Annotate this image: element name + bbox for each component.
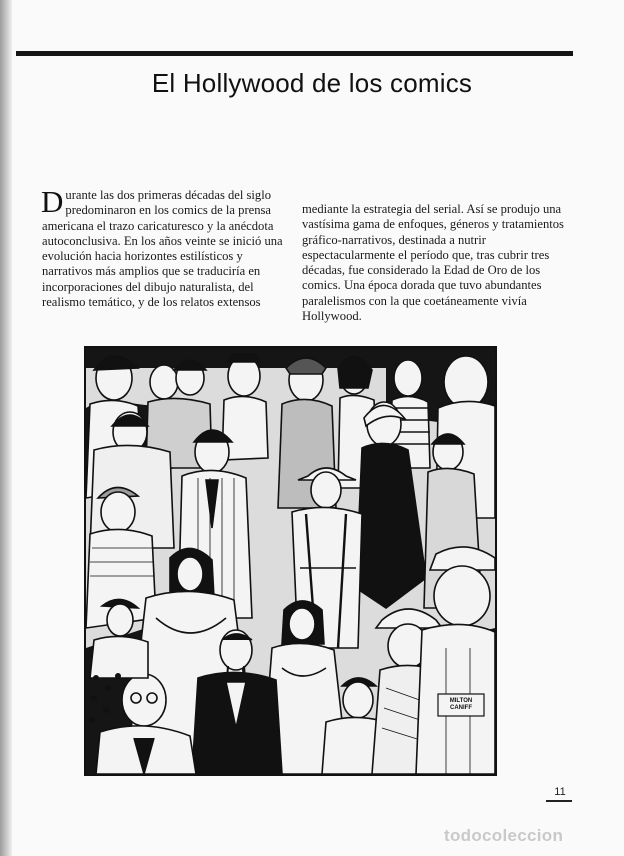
page-number-rule	[546, 800, 572, 802]
binding-gutter-shadow	[0, 0, 12, 856]
comic-characters-illustration	[84, 346, 497, 776]
body-text-left: urante las dos primeras décadas del siglo predominaron en los comics de la prensa americana el trazo caricaturesco y la anécdota autoconclusiva. En los años veinte se inició una evolución hacia horizontes estilísticos y narrativos más amplios que se traduciría en incorporaciones del dibujo naturalista, del realismo temático, y de los relatos extensos	[42, 188, 283, 310]
text-column-left	[41, 184, 292, 310]
page-title: El Hollywood de los comics	[151, 68, 473, 98]
body-text-right: mediante la estrategia del serial. Así se produjo una vastísima gama de enfoques, géneros y tratamientos gráfico-narrativos, destinada a nutrir espectacularmente el período que, tras cubrir tres décadas, fue considerado la Edad de Oro de los comics. Una época dorada que tuvo abundantes paralelismos con la que coetáneamente vivía Hollywood.	[302, 202, 564, 324]
drop-cap: D	[41, 184, 64, 219]
watermark	[444, 824, 620, 850]
artist-signature: MILTON CANIFF	[449, 698, 473, 711]
text-column-right	[302, 202, 572, 324]
page-number: 11	[554, 786, 566, 798]
top-rule	[16, 51, 573, 56]
watermark-text: todocoleccion	[444, 826, 564, 845]
